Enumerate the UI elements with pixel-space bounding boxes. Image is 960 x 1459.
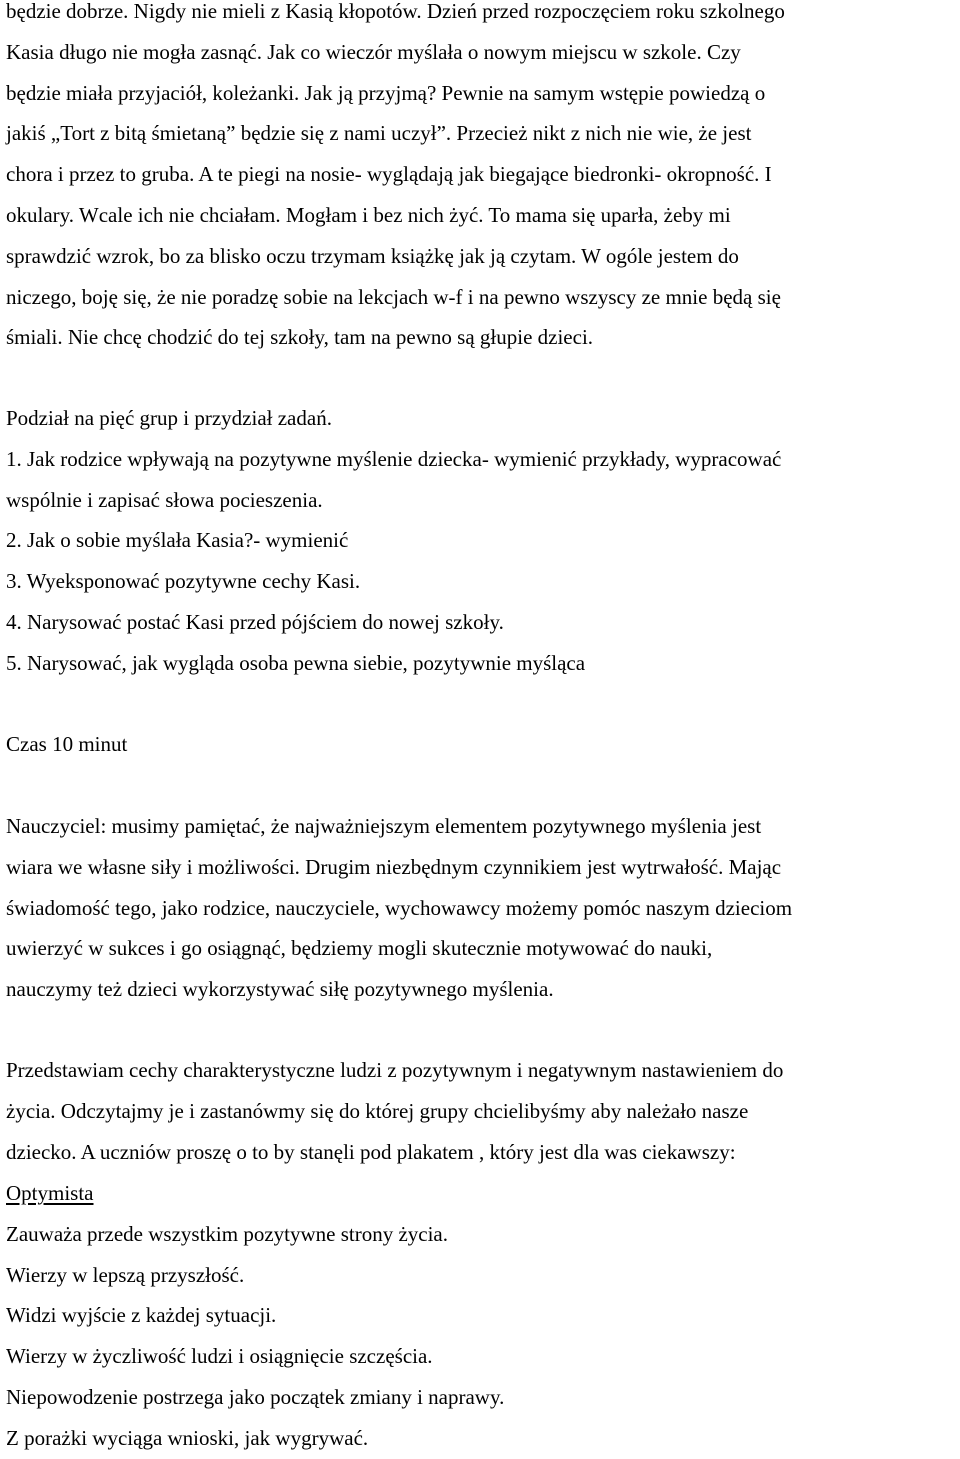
story-line: chora i przez to gruba. A te piegi na nosie- wyglądają jak biegające biedronki- okropność. I bbox=[6, 162, 772, 187]
task-item-1: 1. Jak rodzice wpływają na pozytywne myślenie dziecka- wymienić przykłady, wypracować bbox=[6, 446, 782, 471]
optimist-trait: Z porażki wyciąga wnioski, jak wygrywać. bbox=[6, 1425, 369, 1450]
teacher-note-paragraph bbox=[6, 806, 792, 1010]
story-line: jakiś „Tort z bitą śmietaną” będzie się z nami uczył”. Przecież nikt z nich nie wie, że jest bbox=[6, 121, 752, 146]
optimist-trait: Wierzy w życzliwość ludzi i osiągnięcie szczęścia. bbox=[6, 1344, 433, 1369]
optimist-trait: Zauważa przede wszystkim pozytywne strony życia. bbox=[6, 1221, 449, 1246]
task-item-1-continuation: wspólnie i zapisać słowa pocieszenia. bbox=[6, 487, 323, 512]
optimist-trait: Wierzy w lepszą przyszłość. bbox=[6, 1262, 245, 1287]
traits-intro-line: Przedstawiam cechy charakterystyczne ludzi z pozytywnym i negatywnym nastawieniem do bbox=[6, 1058, 784, 1082]
optimist-heading: Optymista bbox=[6, 1181, 94, 1205]
time-note bbox=[6, 724, 127, 765]
teacher-note-line: nauczymy też dzieci wykorzystywać siłę pozytywnego myślenia. bbox=[6, 977, 554, 1002]
teacher-note-line: świadomość tego, jako rodzice, nauczyciele, wychowawcy możemy pomóc naszym dzieciom bbox=[6, 895, 793, 920]
group-work-section bbox=[6, 398, 781, 684]
story-line: będzie miała przyjaciół, koleżanki. Jak ją przyjmą? Pewnie na samym wstępie powiedzą o bbox=[6, 80, 766, 105]
time-note-text: Czas 10 minut bbox=[6, 732, 128, 756]
story-line: Kasia długo nie mogła zasnąć. Jak co wieczór myślała o nowym miejscu w szkole. Czy bbox=[6, 39, 741, 64]
task-item-5: 5. Narysować, jak wygląda osoba pewna siebie, pozytywnie myśląca bbox=[6, 650, 586, 675]
story-line: okulary. Wcale ich nie chciałam. Mogłam i bez nich żyć. To mama się uparła, żeby mi bbox=[6, 202, 731, 227]
optimist-trait: Niepowodzenie postrzega jako początek zmiany i naprawy. bbox=[6, 1384, 505, 1409]
story-line: będzie dobrze. Nigdy nie mieli z Kasią kłopotów. Dzień przed rozpoczęciem roku szkolnego bbox=[6, 0, 785, 23]
story-paragraph bbox=[6, 0, 785, 358]
task-item-3: 3. Wyeksponować pozytywne cechy Kasi. bbox=[6, 569, 361, 594]
group-work-heading: Podział na pięć grup i przydział zadań. bbox=[6, 406, 332, 430]
task-item-4: 4. Narysować postać Kasi przed pójściem do nowej szkoły. bbox=[6, 609, 504, 634]
teacher-note-line: uwierzyć w sukces i go osiągnąć, będziemy mogli skutecznie motywować do nauki, bbox=[6, 936, 713, 961]
traits-intro-line: dziecko. A uczniów proszę o to by stanęli pod plakatem , który jest dla was ciekawszy: bbox=[6, 1139, 736, 1164]
story-line: śmiali. Nie chcę chodzić do tej szkoły, tam na pewno są głupie dzieci. bbox=[6, 325, 594, 350]
task-item-2: 2. Jak o sobie myślała Kasia?- wymienić bbox=[6, 528, 349, 553]
traits-intro-line: życia. Odczytajmy je i zastanówmy się do której grupy chcielibyśmy aby należało nasze bbox=[6, 1098, 749, 1123]
story-line: niczego, boję się, że nie poradzę sobie na lekcjach w-f i na pewno wszyscy ze mnie będą się bbox=[6, 284, 781, 309]
optimist-section bbox=[6, 1173, 504, 1459]
teacher-note-line: Nauczyciel: musimy pamiętać, że najważniejszym elementem pozytywnego myślenia jest bbox=[6, 814, 762, 838]
traits-intro-paragraph bbox=[6, 1050, 783, 1172]
story-line: sprawdzić wzrok, bo za blisko oczu trzymam książkę jak ją czytam. W ogóle jestem do bbox=[6, 243, 739, 268]
optimist-trait: Widzi wyjście z każdej sytuacji. bbox=[6, 1303, 277, 1328]
teacher-note-line: wiara we własne siły i możliwości. Drugim niezbędnym czynnikiem jest wytrwałość. Mając bbox=[6, 854, 782, 879]
